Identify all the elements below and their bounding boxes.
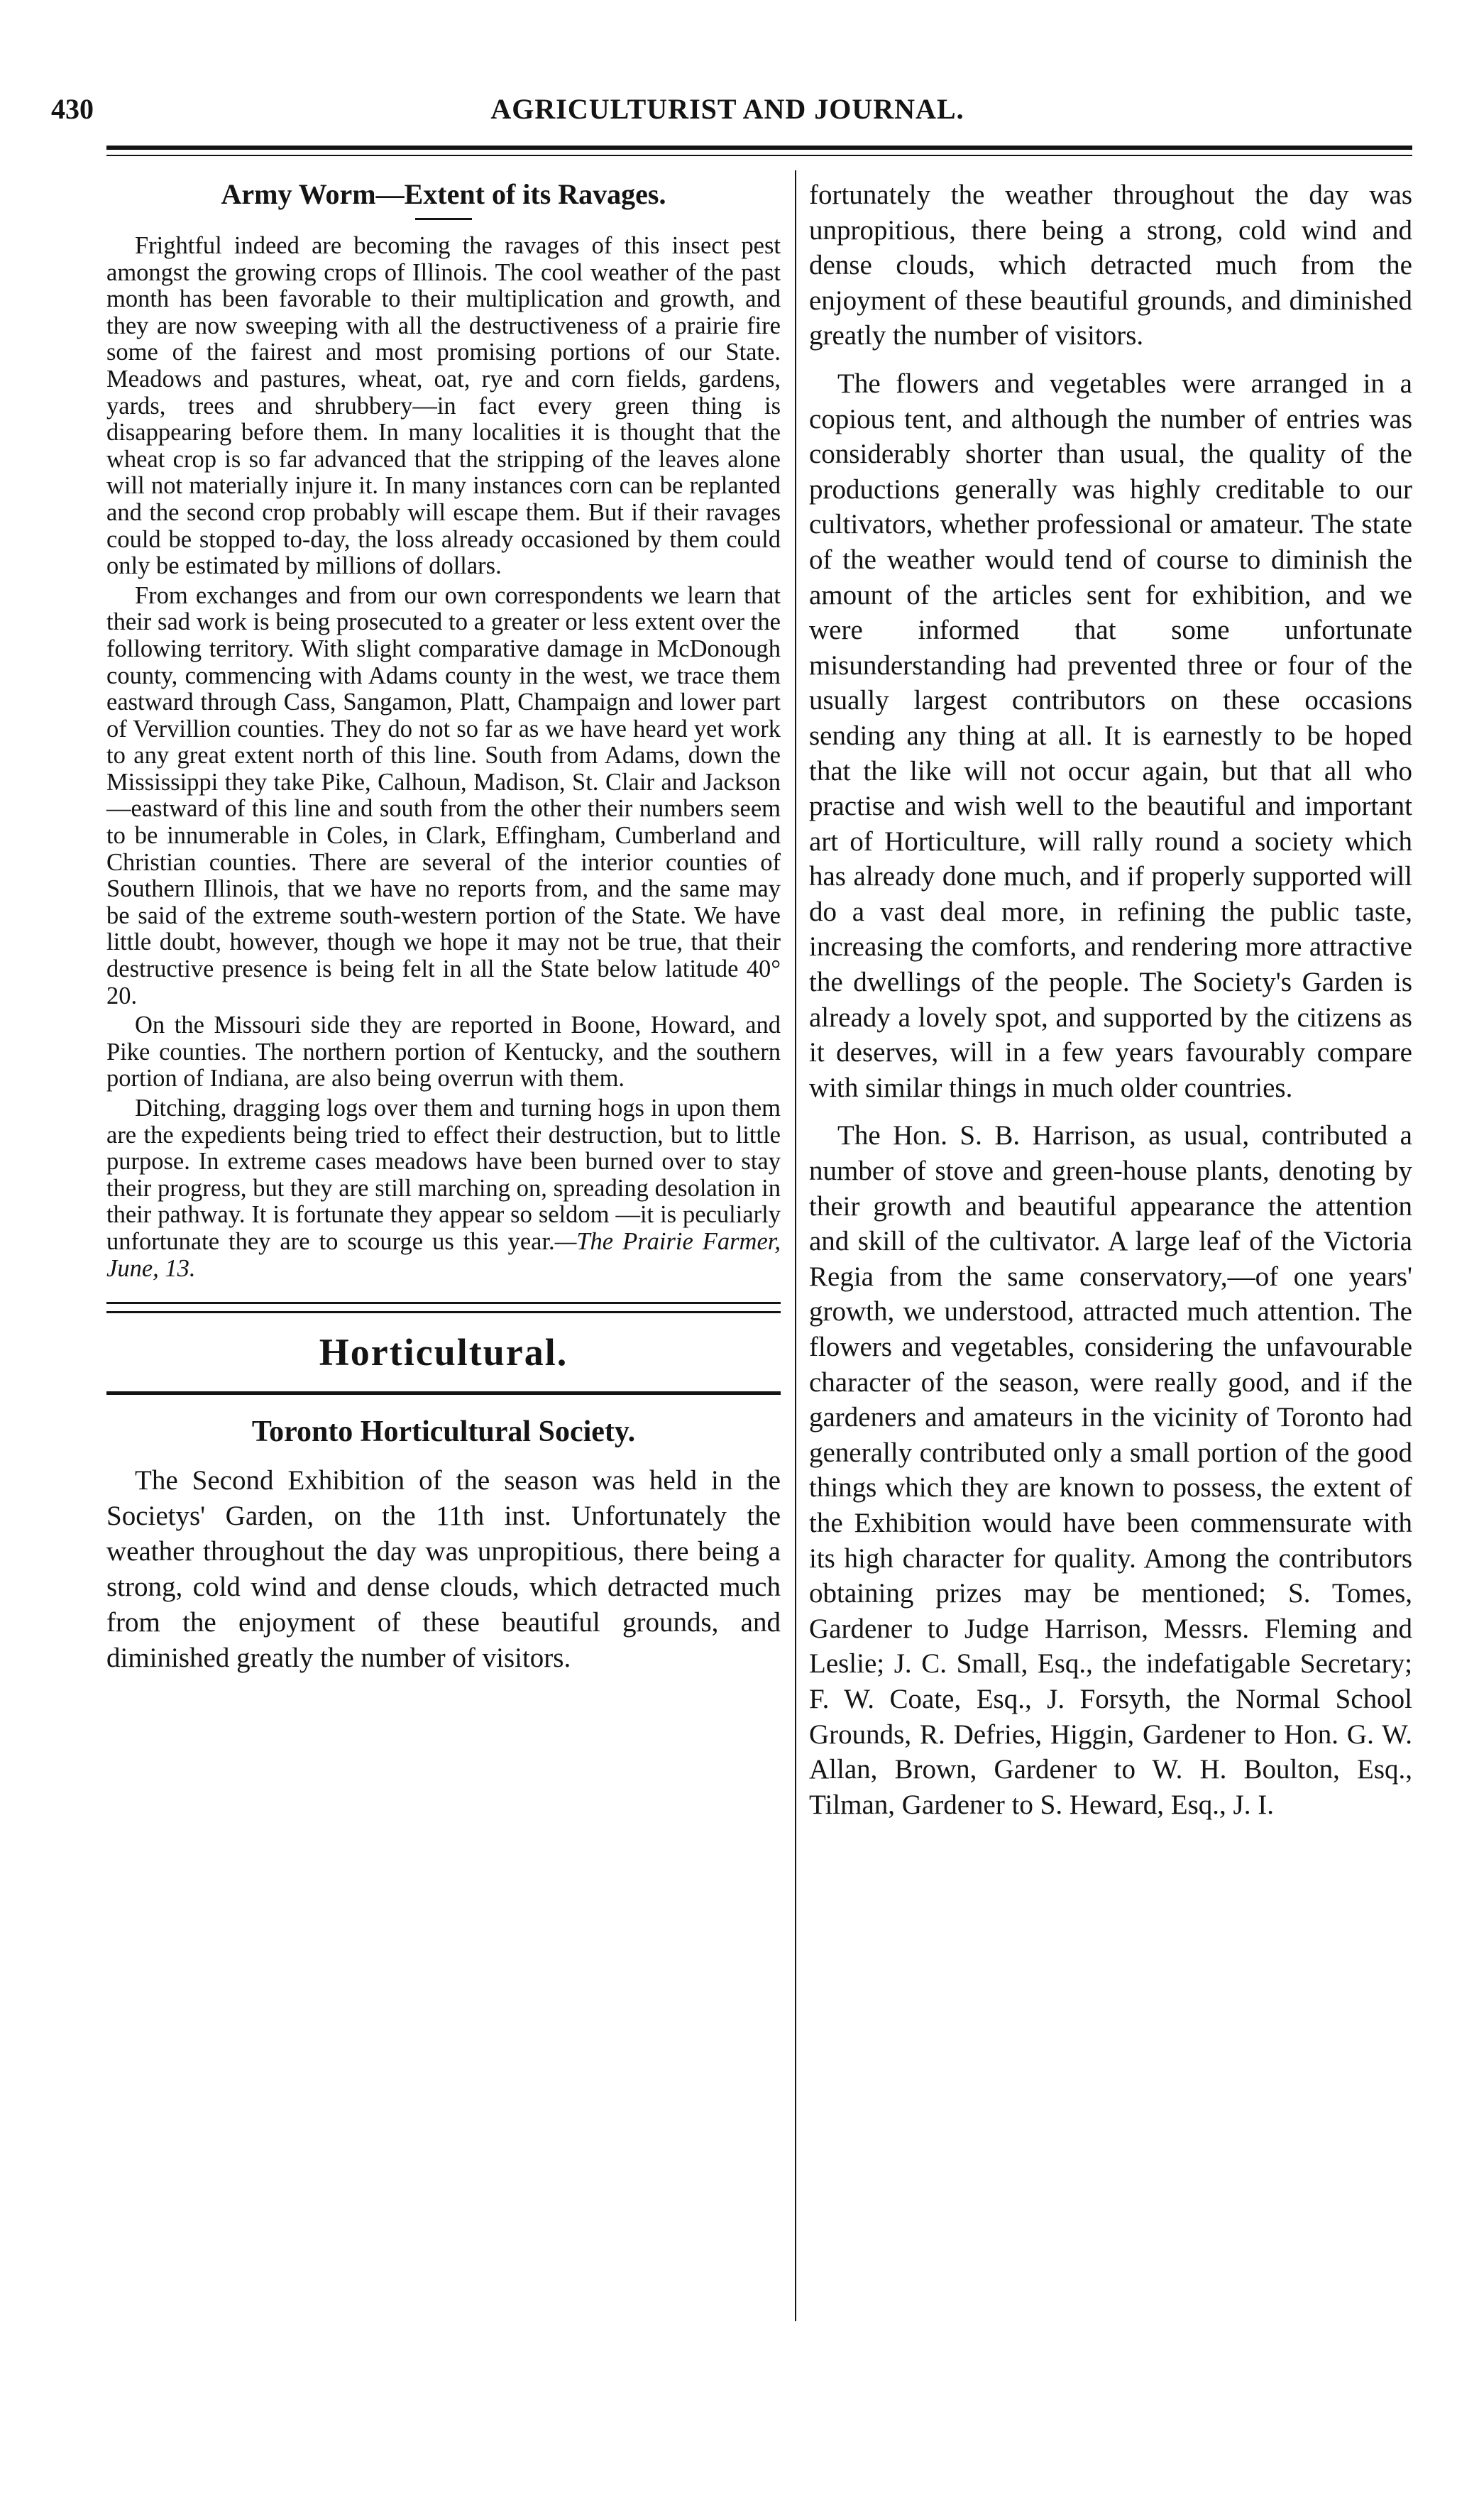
header-rule-thin — [106, 155, 1412, 156]
paragraph: From exchanges and from our own correspondents we learn that their sad work is being prosecuted to a greater or less extent over the following territory. With slight comparative damage in McDonough county, commencing with Adams county in the west, we trace them eastward through Cass, Sangamon, Platt, Champaign and lower part of Vervillion counties. They do not so far as we have heard yet work to any great extent north of this line. South from Adams, down the Mississippi they take Pike, Calhoun, Madison, St. Clair and Jackson—eastward of this line and south from the other their numbers seem to be innumerable in Coles, in Clark, Effingham, Cumberland and Christian counties. There are several of the interior counties of Southern Illinois, that we have no reports from, and the same may be said of the extreme south-western portion of the State. We have little doubt, however, though we hope it may not be true, that their destructive presence is being felt in all the State below latitude 40° 20. — [106, 581, 781, 1009]
article-source: —The Prairie Farmer, June, 13. — [106, 1227, 781, 1282]
department-title: Horticultural. — [319, 1331, 568, 1374]
paragraph: Frightful indeed are becoming the ravages of this insect pest amongst the growing crops of Illinois. The cool weather of the past month has been favorable to their multiplication and growth, and they are now sweeping with all the destructiveness of a prairie fire some of the fairest and most promising portions of our State. Meadows and pastures, wheat, oat, rye and corn fields, gardens, yards, trees and shrubbery—in fact every green thing is disappearing before them. In many localities it is thought that the wheat crop is so far advanced that the stripping of the leaves alone will not materially injure it. In many instances corn can be replanted and the second crop probably will escape them. But if their ravages could be stopped to-day, the loss already occasioned by them could only be estimated by millions of dollars. — [106, 232, 781, 580]
title-underline — [415, 218, 472, 220]
paragraph-continuation: fortunately the weather throughout the day was unpropitious, there being a strong, cold wind and dense clouds, which detracted much from the enjoyment of these beautiful grounds, and diminished greatly the number of visitors. — [809, 180, 1412, 351]
column-divider — [795, 170, 796, 2321]
right-column — [809, 177, 1412, 1822]
page-header — [43, 92, 1412, 135]
paragraph-text: Ditching, dragging logs over them and turning hogs in upon them are the expedients being tried to effect their destruction, but to little purpose. In extreme cases meadows have been burned over to stay their progress, but they are still marching on, spreading desolation in their pathway. It is fortunate they appear so seldom —it is peculiarly unfortunate they are to scourge us this year. — [106, 1095, 781, 1255]
article-title-army-worm: Army Worm—Extent of its Ravages. — [221, 178, 666, 210]
section-separator — [106, 1302, 781, 1313]
page-number: 430 — [51, 93, 94, 125]
paragraph — [106, 1095, 781, 1282]
running-head: AGRICULTURIST AND JOURNAL. — [490, 93, 964, 125]
paragraph: The Hon. S. B. Harrison, as usual, contributed a number of stove and green-house plants, denoting by their growth and beautiful appearance the attention and skill of the cultivator. A large leaf of the Victoria Regia from the same conservatory,—of one years' growth, we understood, attracted much attention. The flowers and vegetables, considering the unfavourable character of the season, were really good, and if the gardeners and amateurs in the vicinity of Toronto had generally contributed only a small portion of the good things which they are known to possess, the extent of the Exhibition would have been commensurate with its high character for quality. Among the contributors obtaining prizes may be mentioned; S. Tomes, Gardener to Judge Harrison, Messrs. Fleming and Leslie; J. C. Small, Esq., the indefatigable Secretary; F. W. Coate, Esq., J. Forsyth, the Normal School Grounds, R. Defries, Higgin, Gardener to Hon. G. W. Allan, Brown, Gardener to W. H. Boulton, Esq., Tilman, Gardener to S. Heward, Esq., J. I. — [809, 1120, 1412, 1820]
header-rule-thick — [106, 146, 1412, 150]
article-title-toronto: Toronto Horticultural Society. — [251, 1415, 636, 1449]
department-rule — [106, 1391, 781, 1395]
paragraph: On the Missouri side they are reported in Boone, Howard, and Pike counties. The northern portion of Kentucky, and the southern portion of Indiana, are also being overrun with them. — [106, 1012, 781, 1092]
paragraph: The flowers and vegetables were arranged in a copious tent, and although the number of entries was considerably shorter than usual, the quality of the productions generally was highly creditable to our cultivators, whether professional or amateur. The state of the weather would tend of course to diminish the amount of the articles sent for exhibition, and we were informed that some unfortunate misunderstanding had prevented three or four of the usually largest contributors on these occasions sending any thing at all. It is earnestly to be hoped that the like will not occur again, but that all who practise and wish well to the beautiful and important art of Horticulture, will rally round a society which has already done much, and if properly supported will do a vast deal more, in refining the public taste, increasing the comforts, and rendering more attractive the dwellings of the people. The Society's Garden is already a lovely spot, and supported by the citizens as it deserves, will in a few years favourably compare with similar things in much older countries. — [809, 368, 1412, 1103]
left-column — [106, 177, 781, 1674]
paragraph: The Second Exhibition of the season was held in the Societys' Garden, on the 11th inst. Unfortunately the weather throughout the day was unpropitious, there being a strong, cold wind and dense clouds, which detracted much from the enjoyment of these beautiful grounds, and diminished greatly the number of visitors. — [106, 1465, 781, 1674]
